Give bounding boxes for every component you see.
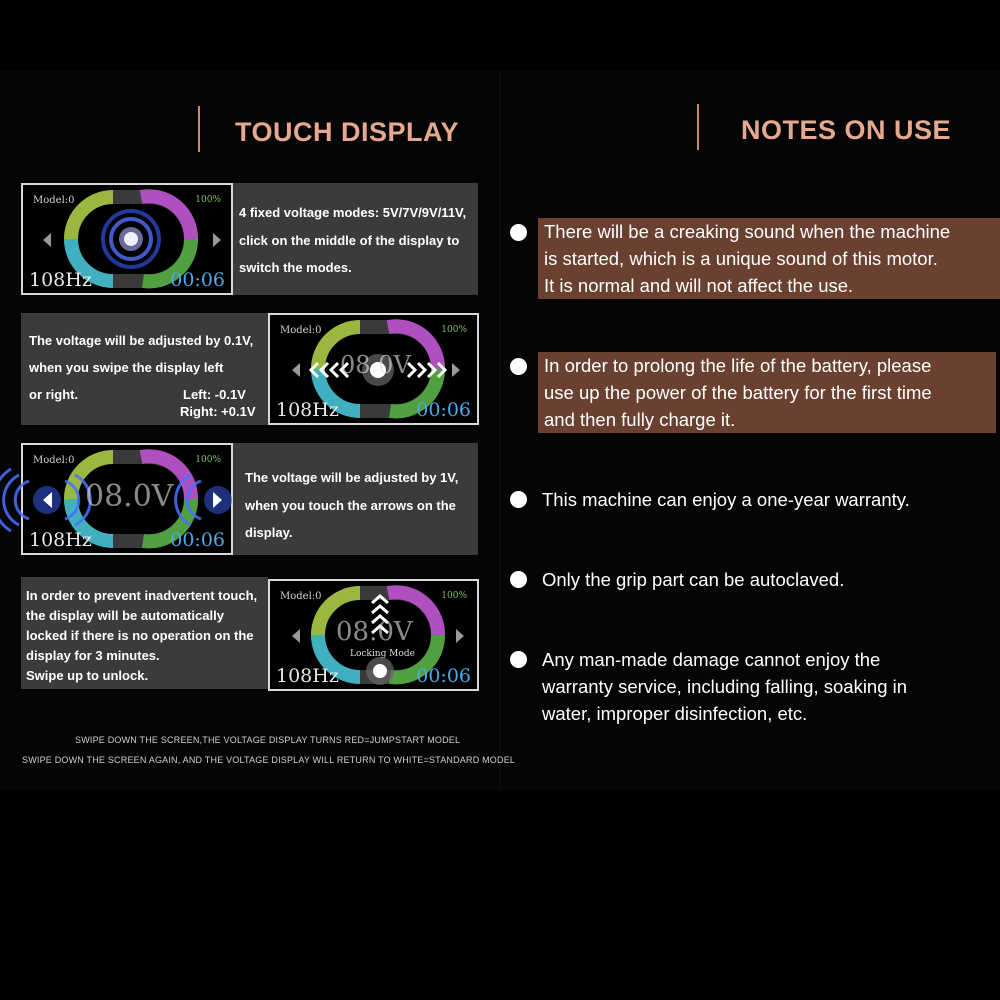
display-screen-4: [268, 579, 479, 691]
note-text: [542, 566, 844, 593]
bullet-dot-icon: [510, 571, 527, 588]
battery-percent: 100%: [195, 455, 221, 465]
panel2-description: [21, 313, 268, 425]
touch-display-heading: TOUCH DISPLAY: [235, 117, 460, 147]
panel4-line: Swipe up to unlock.: [26, 668, 149, 683]
note-text: [542, 646, 907, 727]
timer-readout: 00:06: [416, 399, 471, 421]
battery-percent: 100%: [195, 195, 221, 205]
note-line: warranty service, including falling, soaking in: [542, 676, 908, 697]
bullet-dot-icon: [510, 491, 527, 508]
bullet-dot-icon: [510, 224, 527, 241]
voltage-readout: 08.0V: [340, 351, 411, 379]
footnote-jumpstart: SWIPE DOWN THE SCREEN,THE VOLTAGE DISPLAY TURNS RED=JUMPSTART MODEL: [75, 735, 461, 745]
mode-label: Model:0: [280, 325, 322, 336]
battery-percent: 100%: [441, 591, 467, 601]
panel2-left-note: Left: -0.1V: [183, 387, 246, 402]
panel4-description: [21, 577, 268, 689]
note-line: and then fully charge it.: [544, 409, 736, 430]
column-divider: [499, 70, 501, 790]
note-line: water, improper disinfection, etc.: [542, 703, 808, 724]
note-text: [538, 218, 1000, 299]
bullet-dot-icon: [510, 651, 527, 668]
frequency-readout: 108Hz: [276, 399, 339, 421]
panel1-line: 4 fixed voltage modes: 5V/7V/9V/11V,: [239, 205, 467, 220]
timer-readout: 00:06: [170, 269, 225, 291]
mode-label: Model:0: [33, 195, 75, 206]
locking-mode-label: Locking Mode: [350, 649, 415, 659]
voltage-readout: 08.0V: [85, 479, 174, 514]
panel3-line: The voltage will be adjusted by 1V,: [245, 470, 459, 485]
panel4-line: In order to prevent inadvertent touch,: [26, 588, 258, 603]
panel4-line: display for 3 minutes.: [26, 648, 160, 663]
note-line: use up the power of the battery for the first time: [544, 382, 932, 403]
panel4-line: locked if there is no operation on the: [26, 628, 254, 643]
display-screen-3: [21, 443, 233, 555]
touch-display-heading-bar: [198, 106, 200, 152]
panel2-right-note: Right: +0.1V: [180, 404, 256, 419]
timer-readout: 00:06: [170, 529, 225, 551]
note-line: This machine can enjoy a one-year warranty.: [542, 489, 910, 510]
panel1-description: [233, 183, 478, 295]
bullet-dot-icon: [510, 358, 527, 375]
note-text: [542, 486, 910, 513]
mode-label: Model:0: [280, 591, 322, 602]
panel2-line: The voltage will be adjusted by 0.1V,: [29, 333, 254, 348]
panel2-line: when you swipe the display left: [29, 360, 224, 375]
frequency-readout: 108Hz: [276, 665, 339, 687]
battery-percent: 100%: [441, 325, 467, 335]
note-line: There will be a creaking sound when the machine: [544, 221, 951, 242]
note-line: Only the grip part can be autoclaved.: [542, 569, 845, 590]
note-line: It is normal and will not affect the use.: [544, 275, 854, 296]
panel1-line: click on the middle of the display to: [239, 233, 460, 248]
notes-on-use-heading: NOTES ON USE: [741, 115, 952, 145]
timer-readout: 00:06: [416, 665, 471, 687]
mode-label: Model:0: [33, 455, 75, 466]
panel3-line: when you touch the arrows on the: [245, 498, 456, 513]
panel3-description: [233, 443, 478, 555]
note-text: [538, 352, 996, 433]
note-line: Any man-made damage cannot enjoy the: [542, 649, 881, 670]
panel3-line: display.: [245, 525, 293, 540]
note-line: In order to prolong the life of the battery, please: [544, 355, 932, 376]
frequency-readout: 108Hz: [29, 269, 92, 291]
voltage-readout: 08.0V: [336, 617, 413, 647]
note-line: is started, which is a unique sound of this motor.: [544, 248, 938, 269]
notes-heading-bar: [697, 104, 699, 150]
panel1-line: switch the modes.: [239, 260, 352, 275]
display-screen-2: [268, 313, 479, 425]
frequency-readout: 108Hz: [29, 529, 92, 551]
panel4-line: the display will be automatically: [26, 608, 224, 623]
display-screen-1: [21, 183, 233, 295]
footnote-standard: SWIPE DOWN THE SCREEN AGAIN, AND THE VOLTAGE DISPLAY WILL RETURN TO WHITE=STANDARD MODEL: [22, 755, 516, 765]
panel2-line: or right.: [29, 387, 79, 402]
